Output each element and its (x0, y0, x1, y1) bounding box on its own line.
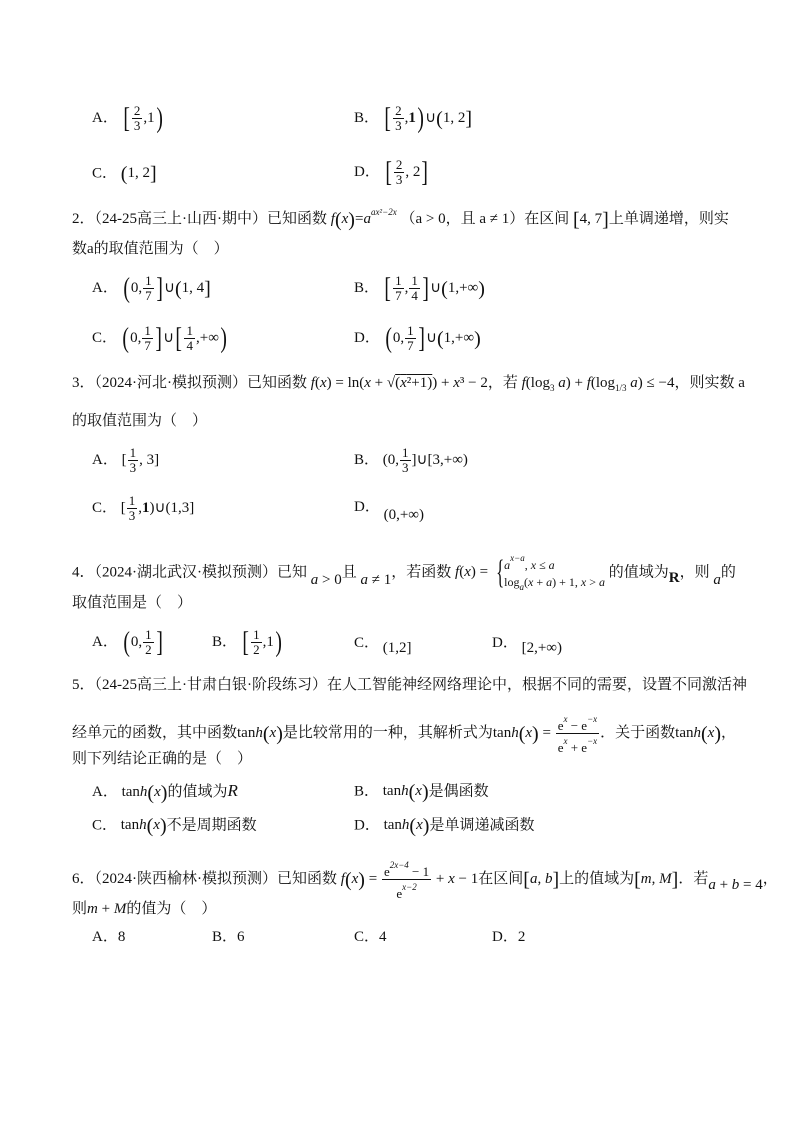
q6-condition: a + b = 4 (708, 876, 763, 893)
q2-stem-line2 (72, 242, 229, 257)
q5-tanh-expr: tanh(x) (121, 781, 168, 804)
question-text: 则下列结论正确的是（ ） (72, 751, 253, 767)
option-label: C． (92, 817, 118, 834)
q4-condition-a-not-one: a ≠ 1 (360, 572, 392, 589)
question-source: （2024·湖北武汉·模拟预测） (94, 564, 278, 581)
q5-tanh-expr: tanh(x) (675, 722, 722, 745)
q2-option-a (92, 274, 211, 303)
q5-tanh-expr: tanh(x) (120, 815, 167, 837)
question-number: 5． (72, 677, 95, 693)
q6-stem-line1 (72, 858, 778, 901)
question-text: ，若 (487, 375, 518, 391)
option-label: A． (92, 451, 118, 468)
option-text: 的值域为 (167, 784, 228, 800)
q6-option-b (212, 930, 245, 945)
option-label: D． (354, 329, 380, 346)
question-source: （2024·河北·模拟预测） (94, 375, 248, 391)
q4-stem-line1 (72, 550, 736, 596)
question-text: ， (762, 870, 778, 887)
option-text: 是单调递减函数 (429, 817, 535, 834)
q2-option-b (354, 274, 485, 303)
question-number: 6． (72, 870, 95, 887)
option-label: D． (492, 635, 518, 651)
option-label: A． (92, 784, 118, 800)
option-label: D． (354, 163, 380, 180)
option-label: B． (212, 633, 238, 650)
question-source: （24-25高三上·甘肃白银·阶段练习） (94, 677, 328, 693)
q5-tanh-expr: tanh(x) (382, 781, 429, 803)
q4-option-b-math: [ $\frac{1}{2}$ ,1) (242, 626, 282, 658)
question-text: 取值范围是（ ） (72, 595, 193, 611)
option-label: A． (92, 109, 118, 126)
q5-option-a (92, 782, 238, 803)
q5-tanh-formula: tanh(x) = $\frac{e^x - e^{-x}}{e^x + e^{-x}}$ (492, 714, 598, 755)
q2-stem-line1 (72, 208, 729, 230)
question-text: ．关于函数 (600, 724, 676, 741)
q6-range: [m, M] (634, 868, 679, 891)
q1-option-d-math: [ $\frac{2}{3}$ , 2] (384, 156, 429, 188)
question-text: 的值域为 (608, 564, 669, 581)
option-label: D． (354, 817, 380, 834)
question-text: ，若函数 (391, 564, 452, 581)
q1-option-b-math: [ $\frac{2}{3}$ ,1)∪(1, 2] (384, 102, 472, 134)
question-source: （24-25高三上·山西·期中） (94, 211, 268, 227)
option-label: C． (92, 165, 118, 182)
q1-option-a-math: [ $\frac{2}{3}$ ,1) (122, 102, 163, 134)
option-label: C． (354, 635, 380, 651)
question-text: （a > 0，且 a ≠ 1）在区间 (400, 211, 570, 227)
q5-option-b (354, 782, 489, 802)
question-text: 的值为（ ） (126, 901, 217, 917)
q4-option-a-math: (0, $\frac{1}{2}$ ] (122, 626, 163, 658)
option-label: D． (354, 499, 380, 515)
option-text: 6 (237, 929, 245, 945)
q4-option-c (354, 635, 412, 656)
q1-option-c (92, 164, 157, 184)
q3-stem-line2 (72, 414, 207, 429)
question-text: 上单调递增，则实 (608, 211, 729, 227)
q3-stem-line1 (72, 376, 745, 393)
q3-option-a (92, 446, 159, 475)
q3-option-b-math: (0, $\frac{1}{3}$ ]∪[3,+∞) (382, 445, 468, 475)
question-number: 4． (72, 564, 95, 581)
q5-option-c (92, 816, 257, 836)
option-text: 8 (117, 929, 126, 945)
q4-variable-a: a (713, 572, 721, 589)
option-label: B． (354, 783, 380, 800)
q1-option-a (92, 104, 164, 133)
q2-option-d-math: (0, $\frac{1}{7}$ ]∪(1,+∞) (384, 322, 481, 354)
option-label: A． (92, 929, 118, 945)
option-label: D． (492, 929, 518, 945)
question-text: 已知 (277, 564, 308, 581)
q1-option-c-math: (1, 2] (120, 163, 157, 185)
question-number: 3． (72, 375, 95, 391)
question-text: ，则实数 a (674, 375, 745, 391)
question-text: 已知函数 (247, 375, 308, 391)
question-text: 数a的取值范围为（ ） (72, 241, 229, 257)
q3-option-c (92, 494, 194, 523)
q3-function-formula: f(x) = ln(x + √(x²+1)) + x³ − 2 (310, 375, 488, 391)
option-label: B． (354, 109, 380, 126)
q4-option-d (492, 635, 562, 656)
question-text: 是比较常用的一种，其解析式为 (282, 724, 493, 741)
q3-option-c-math: [ $\frac{1}{3}$ ,1)∪(1,3] (120, 493, 195, 523)
question-text: 的取值范围为（ ） (72, 413, 208, 429)
q4-condition-a-positive: a > 0 (310, 572, 342, 589)
q4-option-a (92, 628, 164, 657)
q4-option-c-math: (1,2] (382, 640, 412, 656)
q2-option-c (92, 324, 228, 353)
q2-option-a-math: (0, $\frac{1}{7}$ ]∪(1, 4] (122, 272, 211, 304)
q2-interval: [4, 7] (572, 208, 609, 231)
q6-function-formula: f(x) = $\frac{e^{2x-4} - 1}{e^{x-2}}$ + x − 1 (340, 860, 479, 901)
question-text: 的 (720, 564, 736, 581)
q3-option-b (354, 446, 468, 475)
question-text: ．若 (678, 870, 709, 887)
question-source: （2024·陕西榆林·模拟预测） (94, 870, 278, 887)
q5-stem-line2 (72, 712, 736, 755)
question-number: 2． (72, 211, 95, 227)
q1-option-b (354, 104, 472, 133)
question-text: 已知函数 (277, 870, 338, 887)
q5-tanh-expr: tanh(x) (237, 722, 283, 745)
option-label: B． (354, 451, 380, 468)
option-label: C． (354, 929, 380, 945)
q6-option-d (492, 930, 525, 945)
q4-option-d-math: [2,+∞) (521, 640, 562, 656)
q1-option-d (354, 158, 430, 187)
q3-option-d (354, 499, 424, 523)
option-label: C． (92, 329, 118, 346)
q6-option-c (354, 930, 387, 945)
option-label: A． (92, 633, 118, 650)
option-label: C． (92, 499, 118, 516)
q5-stem-line1 (72, 678, 747, 693)
q4-real-set: R (668, 570, 680, 587)
q6-option-a (92, 930, 125, 945)
q6-stem-line2 (72, 902, 216, 917)
question-text: ， (721, 724, 737, 741)
option-label: B． (212, 929, 238, 945)
option-label: A． (92, 279, 118, 296)
q6-interval: [a, b] (523, 868, 560, 891)
option-text: 2 (517, 929, 526, 945)
option-text: 是偶函数 (428, 783, 489, 800)
q4-piecewise-function: f(x) = { $a^{x-a}$, x ≤ a $\log_a(x + a) + 1$, x > a (455, 553, 605, 592)
q2-option-b-math: [ $\frac{1}{7}$ , $\frac{1}{4}$ ]∪(1,+∞) (384, 272, 485, 304)
q2-function-formula: $f(x)=a^{ax^2-2x}$ (330, 207, 397, 231)
question-text: 且 (341, 564, 357, 581)
q2-option-d (354, 324, 481, 353)
option-text: 不是周期函数 (166, 817, 257, 834)
q5-stem-line3 (72, 752, 252, 767)
question-text: 已知函数 (267, 211, 328, 227)
q6-sum-expr: m + M (87, 901, 127, 917)
q4-stem-line2 (72, 596, 192, 611)
option-label: B． (354, 279, 380, 296)
question-text: 上的值域为 (559, 870, 635, 887)
q3-option-d-math: (0,+∞) (383, 507, 424, 523)
q5-option-d (354, 816, 534, 836)
question-text: 则 (72, 901, 88, 917)
option-text: 4 (379, 929, 387, 945)
question-text: 经单元的函数，其中函数 (72, 724, 238, 741)
q3-option-a-math: [ $\frac{1}{3}$ , 3] (121, 445, 160, 475)
question-text: 在区间 (478, 870, 524, 887)
q5-set-r: R (227, 781, 238, 800)
q5-tanh-expr: tanh(x) (383, 815, 430, 837)
q3-inequality: $f(\log_3$ $a) + f(\log_{1/3}$ a) ≤ −4 (521, 375, 675, 393)
q4-option-b (212, 628, 283, 657)
q2-option-c-math: (0, $\frac{1}{7}$ ]∪[ $\frac{1}{4}$ ,+∞) (122, 322, 227, 354)
question-text: ，则 (679, 564, 710, 581)
question-text: 在人工智能神经网络理论中，根据不同的需要，设置不同激活神 (327, 677, 748, 693)
